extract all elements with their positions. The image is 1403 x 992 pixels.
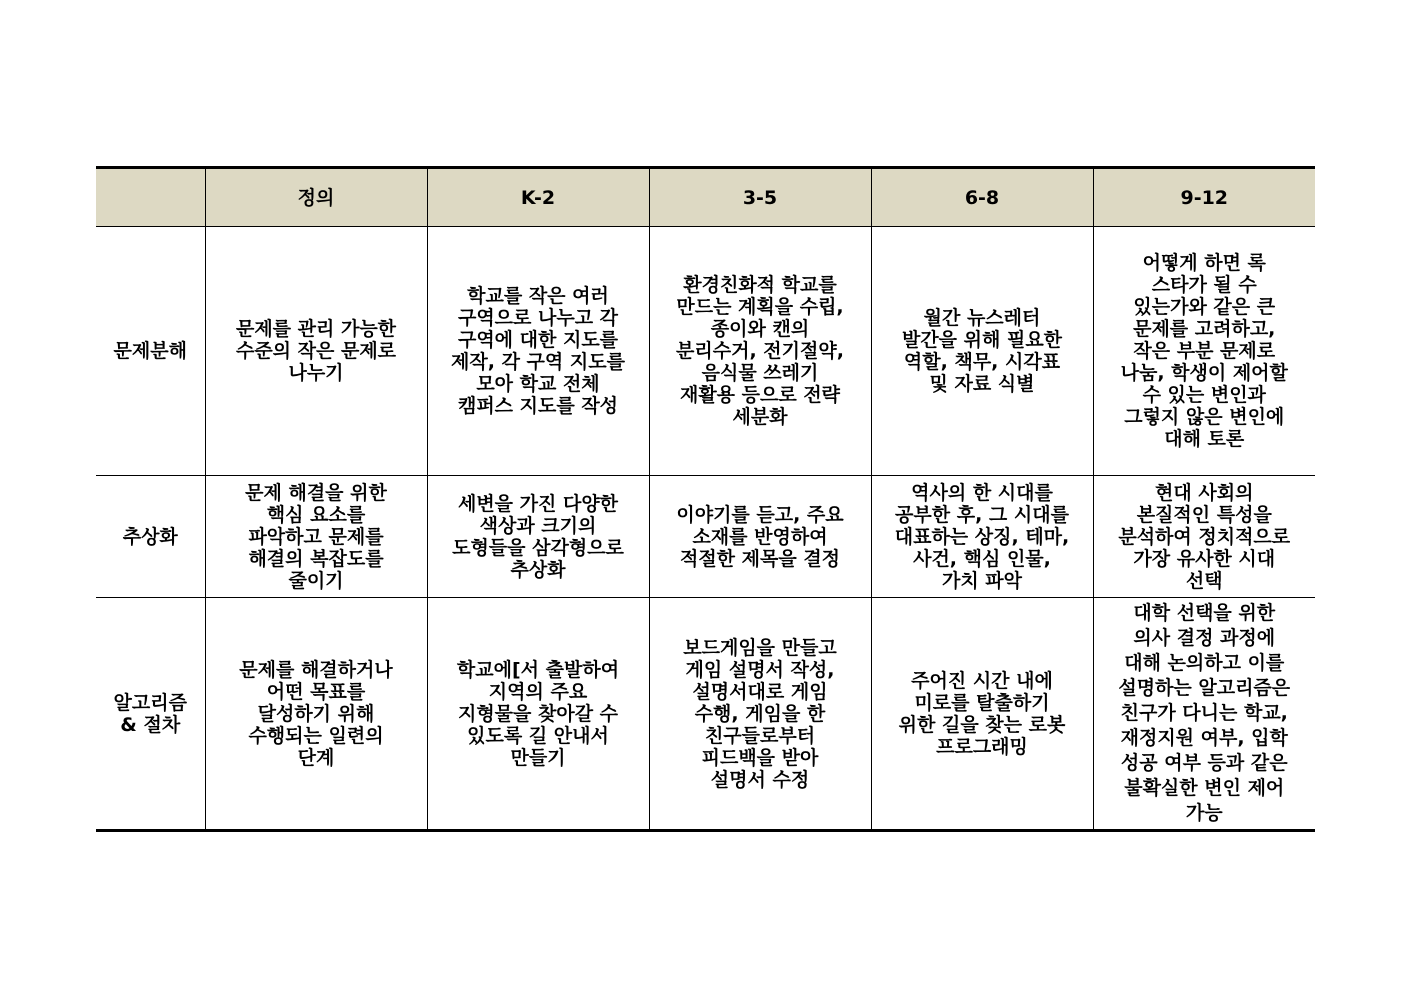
cell-grade-3-5: 보드게임을 만들고 게임 설명서 작성, 설명서대로 게임 수행, 게임을 한 친구들로부터 피드백을 받아 설명서 수정	[649, 598, 871, 831]
cell-definition: 문제 해결을 위한 핵심 요소를 파악하고 문제를 해결의 복잡도를 줄이기	[205, 476, 427, 598]
cell-grade-9-12: 대학 선택을 위한 의사 결정 과정에 대해 논의하고 이를 설명하는 알고리즘은 친구가 다니는 학교, 재정지원 여부, 입학 성공 여부 등과 같은 불확실한 변인 제어 가능	[1093, 598, 1315, 831]
table-header-row	[96, 168, 1315, 227]
table-row-decomposition	[96, 227, 1315, 476]
row-label: 문제분해	[96, 227, 205, 476]
header-k2: K-2	[427, 168, 649, 227]
cell-grade-3-5: 환경친화적 학교를 만드는 계획을 수립, 종이와 캔의 분리수거, 전기절약, 음식물 쓰레기 재활용 등으로 전략 세분화	[649, 227, 871, 476]
row-label: 추상화	[96, 476, 205, 598]
cell-grade-9-12: 현대 사회의 본질적인 특성을 분석하여 정치적으로 가장 유사한 시대 선택	[1093, 476, 1315, 598]
cell-grade-6-8: 주어진 시간 내에 미로를 탈출하기 위한 길을 찾는 로봇 프로그래밍	[871, 598, 1093, 831]
row-label: 알고리즘 & 절차	[96, 598, 205, 831]
header-grade-6-8: 6-8	[871, 168, 1093, 227]
table-row-algorithm	[96, 598, 1315, 831]
header-corner	[96, 168, 205, 227]
cell-k2: 학교에[서 출발하여 지역의 주요 지형물을 찾아갈 수 있도록 길 안내서 만들기	[427, 598, 649, 831]
cell-definition: 문제를 해결하거나 어떤 목표를 달성하기 위해 수행되는 일련의 단계	[205, 598, 427, 831]
cell-k2: 학교를 작은 여러 구역으로 나누고 각 구역에 대한 지도를 제작, 각 구역 지도를 모아 학교 전체 캠퍼스 지도를 작성	[427, 227, 649, 476]
cell-grade-6-8: 월간 뉴스레터 발간을 위해 필요한 역할, 책무, 시각표 및 자료 식별	[871, 227, 1093, 476]
table-row-abstraction	[96, 476, 1315, 598]
cell-grade-6-8: 역사의 한 시대를 공부한 후, 그 시대를 대표하는 상징, 테마, 사건, 핵심 인물, 가치 파악	[871, 476, 1093, 598]
cell-grade-9-12: 어떻게 하면 록 스타가 될 수 있는가와 같은 큰 문제를 고려하고, 작은 부분 문제로 나눔, 학생이 제어할 수 있는 변인과 그렇지 않은 변인에 대해 토론	[1093, 227, 1315, 476]
header-definition: 정의	[205, 168, 427, 227]
ct-grade-band-table	[96, 166, 1315, 832]
cell-grade-3-5: 이야기를 듣고, 주요 소재를 반영하여 적절한 제목을 결정	[649, 476, 871, 598]
cell-definition: 문제를 관리 가능한 수준의 작은 문제로 나누기	[205, 227, 427, 476]
header-grade-3-5: 3-5	[649, 168, 871, 227]
cell-k2: 세변을 가진 다양한 색상과 크기의 도형들을 삼각형으로 추상화	[427, 476, 649, 598]
header-grade-9-12: 9-12	[1093, 168, 1315, 227]
